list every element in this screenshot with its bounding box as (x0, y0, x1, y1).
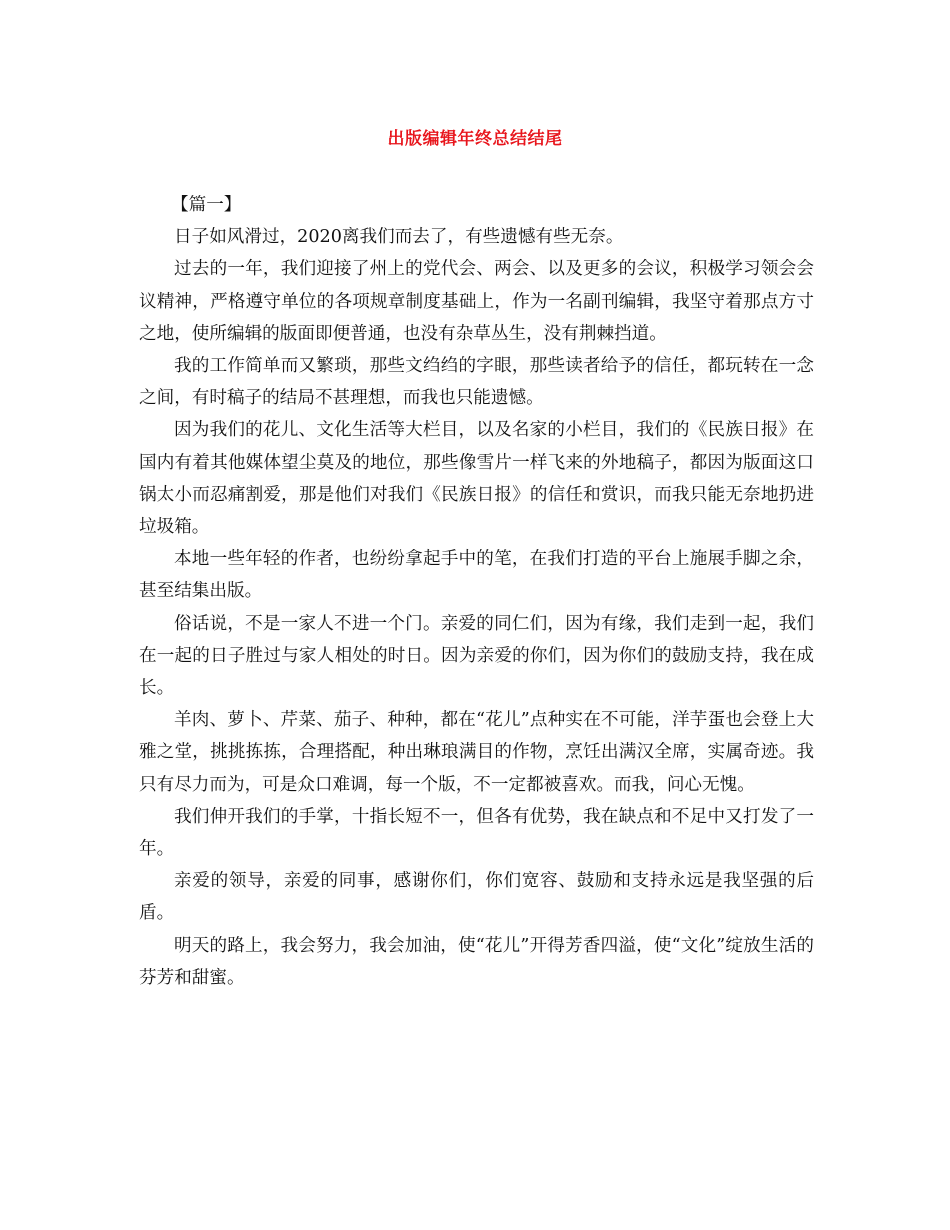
paragraph: 俗话说，不是一家人不进一个门。亲爱的同仁们，因为有缘，我们走到一起，我们在一起的日子胜过与家人相处的时日。因为亲爱的你们，因为你们的鼓励支持，我在成长。 (139, 613, 814, 699)
paragraph: 本地一些年轻的作者，也纷纷拿起手中的笔，在我们打造的平台上施展手脚之余，甚至结集出版。 (139, 549, 814, 602)
paragraph: 日子如风滑过，2020离我们而去了，有些遗憾有些无奈。 (174, 227, 624, 248)
section-heading: 【篇一】 (171, 195, 242, 215)
document-body (139, 189, 814, 994)
paragraph: 我的工作简单而又繁琐，那些文绉绉的字眼，那些读者给予的信任，都玩转在一念之间，有时稿子的结局不甚理想，而我也只能遗憾。 (139, 356, 814, 409)
document-title: 出版编辑年终总结结尾 (387, 129, 563, 149)
paragraph: 我们伸开我们的手掌，十指长短不一，但各有优势，我在缺点和不足中又打发了一年。 (139, 806, 814, 860)
paragraph: 过去的一年，我们迎接了州上的党代会、两会、以及更多的会议，积极学习领会会议精神，严格遵守单位的各项规章制度基础上，作为一名副刊编辑，我坚守着那点方寸之地，使所编辑的版面即便普通，也没有杂草丛生，没有荆棘挡道。 (139, 259, 814, 344)
paragraph: 明天的路上，我会努力，我会加油，使“花儿”开得芳香四溢，使“文化”绽放生活的芬芳和甜蜜。 (139, 935, 814, 988)
paragraph: 因为我们的花儿、文化生活等大栏目，以及名家的小栏目，我们的《民族日报》在国内有着其他媒体望尘莫及的地位，那些像雪片一样飞来的外地稿子，都因为版面这口锅太小而忍痛割爱，那是他们对我们《民族日报》的信任和赏识，而我只能无奈地扔进垃圾箱。 (139, 420, 814, 538)
paragraph: 羊肉、萝卜、芹菜、茄子、种种，都在“花儿”点种实在不可能，洋芋蛋也会登上大雅之堂，挑挑拣拣，合理搭配，种出琳琅满目的作物，烹饪出满汉全席，实属奇迹。我只有尽力而为，可是众口难调，每一个版，不一定都被喜欢。而我，问心无愧。 (139, 710, 814, 795)
paragraph: 亲爱的领导，亲爱的同事，感谢你们，你们宽容、鼓励和支持永远是我坚强的后盾。 (139, 871, 814, 924)
